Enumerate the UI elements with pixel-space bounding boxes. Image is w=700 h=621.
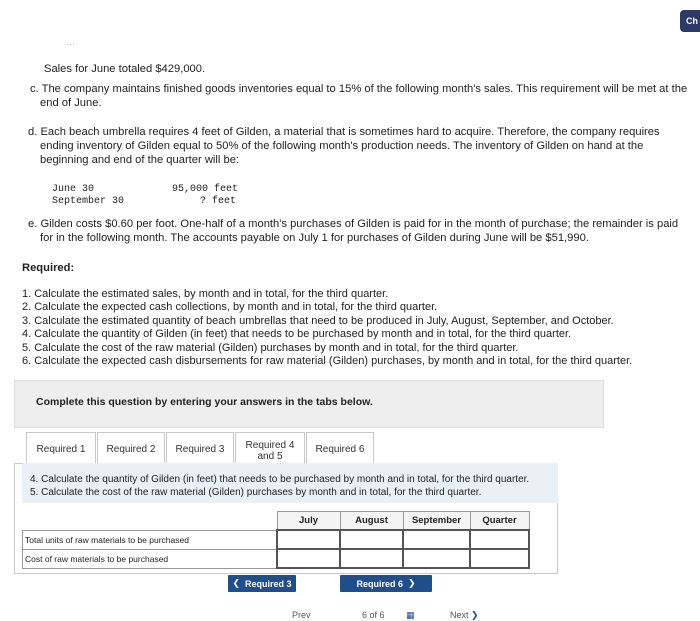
column-header-august: August [340,512,403,531]
footer-next[interactable] [450,610,479,621]
inventory-september-label: September 30 [52,196,125,207]
tab-required-3[interactable]: Required 3 [166,432,234,467]
tab-required-1[interactable]: Required 1 [26,432,96,467]
requirement-item: 6. Calculate the expected cash disbursements for raw material (Gilden) purchases, by month and in total, for the third quarter. [22,355,633,368]
inventory-june-value: 95,000 feet [172,184,239,195]
input-units-september[interactable] [403,530,470,549]
grid-icon[interactable]: ▦ [406,610,415,620]
item-e-line1: e. Gilden costs $0.60 per foot. One-half of a month's purchases of Gilden is paid for in the month of purchase; the remainder is paid [28,218,679,230]
table-header-row [23,512,530,531]
requirement-item: 5. Calculate the cost of the raw material (Gilden) purchases by month and in total, for the third quarter. [22,341,519,354]
tab-required-2[interactable]: Required 2 [97,432,165,467]
table-header-blank [23,512,278,531]
requirements-list [22,288,632,368]
purchases-table [22,511,530,569]
input-cost-quarter[interactable] [470,549,529,568]
inventory-june-label: June 30 [52,184,95,195]
item-d-line2: ending inventory of Gilden equal to 50% of the following month's production needs. The inventory of Gilden on hand at the [40,140,644,152]
item-c-line2: end of June. [40,97,102,109]
input-cost-august[interactable] [340,549,403,568]
input-cost-september[interactable] [403,549,470,568]
item-d-line3: beginning and end of the quarter will be: [40,154,240,166]
requirement-item: 2. Calculate the expected cash collections, by month and in total, for the third quarter. [22,301,438,314]
chat-button[interactable]: Ch [680,10,700,32]
requirement-item: 4. Calculate the quantity of Gilden (in feet) that needs to be purchased by month and in total, for the third quarter. [22,328,572,341]
input-units-august[interactable] [340,530,403,549]
sales-line: Sales for June totaled $429,000. [44,63,206,75]
item-c-line1: c. The company maintains finished goods inventories equal to 15% of the following month's sales. This requirement will be met at the [30,83,688,95]
tab-content-line1: 4. Calculate the quantity of Gilden (in feet) that needs to be purchased by month and in total, for the third quarter. [30,474,530,485]
next-required-button[interactable] [340,575,432,592]
prev-required-button[interactable] [228,575,296,592]
column-header-september: September [403,512,470,531]
chevron-right-icon: ❯ [471,610,479,620]
requirement-item: 3. Calculate the estimated quantity of beach umbrellas that need to be produced in July, August, September, and October. [22,314,614,327]
inventory-september-value: ? feet [200,196,237,207]
tab-required-6[interactable]: Required 6 [306,432,374,467]
prev-required-label: Required 3 [245,578,292,589]
row-label-units: Total units of raw materials to be purchased [23,530,278,549]
cropped-text: ... [66,38,76,47]
input-units-quarter[interactable] [470,530,529,549]
footer-next-label: Next [450,610,469,620]
tab-required-4-and-5[interactable]: Required 4 and 5 [235,432,305,468]
item-e-line2: for in the following month. The accounts payable on July 1 for purchases of Gilden during June will be $51,990. [40,232,589,244]
input-units-july[interactable] [277,530,340,549]
item-d-line1: d. Each beach umbrella requires 4 feet of Gilden, a material that is sometimes hard to acquire. Therefore, the company requires [28,126,660,138]
instructions-title: Complete this question by entering your answers in the tabs below. [36,396,373,408]
table-row [23,549,530,568]
table-row [23,530,530,549]
column-header-july: July [277,512,340,531]
row-label-cost: Cost of raw materials to be purchased [23,549,278,568]
chevron-right-icon: ❯ [407,578,416,588]
required-heading: Required: [22,262,75,274]
next-required-label: Required 6 [356,578,403,589]
input-cost-july[interactable] [277,549,340,568]
footer-page-indicator: 6 of 6 [362,610,385,620]
tab-content-line2: 5. Calculate the cost of the raw material (Gilden) purchases by month and in total, for the third quarter. [30,487,482,498]
chevron-left-icon: ❮ [232,578,241,588]
requirement-item: 1. Calculate the estimated sales, by month and in total, for the third quarter. [22,288,389,300]
footer-prev[interactable]: Prev [292,610,311,620]
column-header-quarter: Quarter [470,512,529,531]
